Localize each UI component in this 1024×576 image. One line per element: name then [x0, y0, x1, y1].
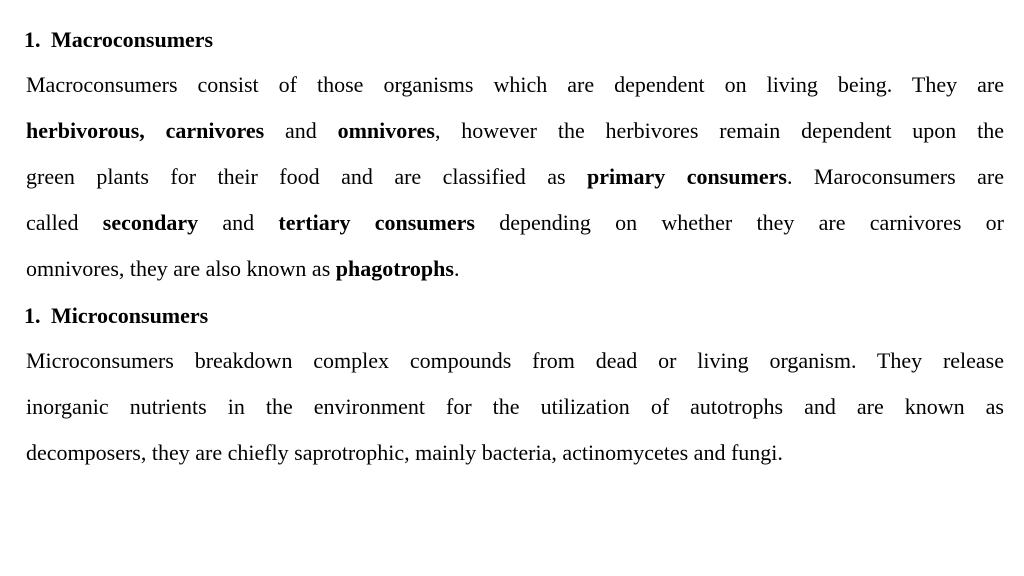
section-number: 1.	[24, 27, 41, 52]
text-run: . Maroconsumers are	[786, 164, 1004, 189]
paragraph-line	[26, 246, 1004, 292]
paragraph-line	[26, 108, 1004, 154]
text-run: inorganic nutrients in the environment for the utilization of autotrophs and are known as	[26, 394, 1004, 419]
paragraph-line	[26, 384, 1004, 430]
text-run: depending on whether they are carnivores or	[474, 210, 1004, 235]
paragraph-microconsumers	[26, 338, 1004, 476]
section-title: Macroconsumers	[51, 27, 214, 52]
paragraph-macroconsumers	[26, 62, 1004, 292]
text-run: called	[26, 210, 103, 235]
section-title: Microconsumers	[51, 303, 209, 328]
text-run: omnivores, they are also known as	[26, 256, 336, 281]
paragraph-line	[26, 154, 1004, 200]
text-run: green plants for their food and are classified as	[26, 164, 588, 189]
text-run: decomposers, they are chiefly saprotrophic, mainly bacteria, actinomycetes and fungi.	[26, 440, 783, 465]
bold-term-secondary: secondary	[102, 210, 199, 235]
paragraph-line	[26, 62, 1004, 108]
bold-term-primary-consumers: primary consumers	[587, 164, 787, 189]
bold-term-omnivores: omnivores	[337, 118, 435, 143]
text-run: Microconsumers breakdown complex compounds from dead or living organism. They release	[26, 348, 1004, 373]
bold-term-herbivorous-carnivores: herbivorous, carnivores	[26, 118, 265, 143]
text-run: Macroconsumers consist of those organisms which are dependent on living being. They are	[26, 72, 1004, 97]
paragraph-line	[26, 338, 1004, 384]
section-heading-macroconsumers	[24, 27, 213, 53]
section-number: 1.	[24, 303, 41, 328]
text-run: .	[453, 256, 460, 281]
text-run: and	[198, 210, 279, 235]
paragraph-line	[26, 430, 1004, 476]
paragraph-line	[26, 200, 1004, 246]
section-heading-microconsumers	[24, 303, 208, 329]
text-run: , however the herbivores remain dependent upon the	[434, 118, 1005, 143]
bold-term-phagotrophs: phagotrophs	[335, 256, 454, 281]
bold-term-tertiary-consumers: tertiary consumers	[278, 210, 475, 235]
text-run: and	[264, 118, 338, 143]
